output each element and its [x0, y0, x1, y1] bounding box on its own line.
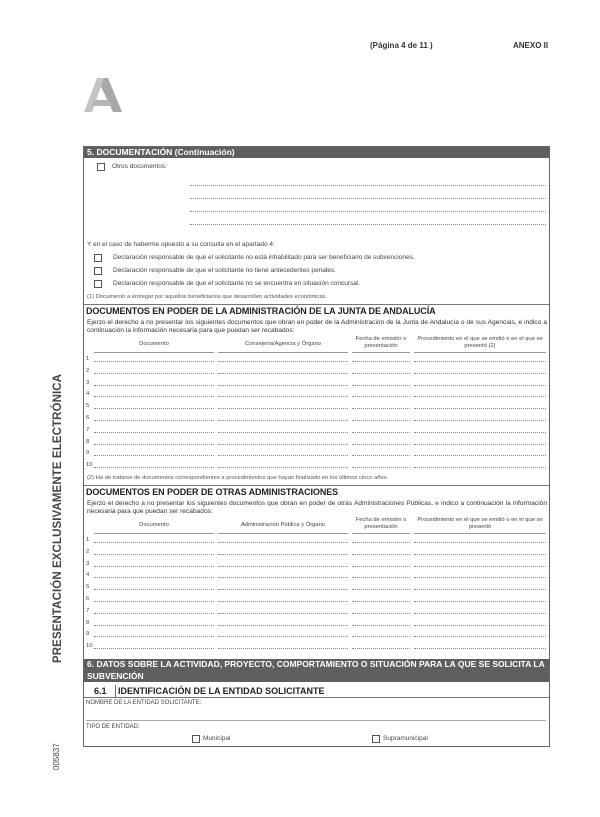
junta-cell-fecha[interactable]	[352, 420, 410, 421]
otras-cell-fecha[interactable]	[352, 625, 410, 626]
municipal-label: Municipal	[203, 735, 231, 742]
otras-cell-fecha[interactable]	[352, 636, 410, 637]
otras-cell-procedimiento[interactable]	[414, 636, 546, 637]
otras-cell-documento[interactable]	[94, 554, 214, 555]
junta-cell-procedimiento[interactable]	[414, 385, 546, 386]
otras-cell-documento[interactable]	[94, 648, 214, 649]
junta-intro: Ejerzo el derecho a no presentar los siguientes documentos que obran en poder de la Administración de la Junta de Andalucía o de sus Agencias, e indico a continuación la información necesaria para que puedan ser recabados:	[87, 319, 547, 334]
footnote-2: (2) Ha de tratarse de documentos correspondientes a procedimientos que hayan finalizado en los últimos cinco años.	[87, 475, 389, 481]
col-underline	[218, 533, 348, 534]
junta-col-documento: Documento	[139, 341, 169, 347]
col-underline	[414, 533, 546, 534]
page-info: (Página 4 de 11 )	[370, 41, 433, 50]
junta-cell-organo[interactable]	[218, 385, 348, 386]
otras-cell-procedimiento[interactable]	[414, 625, 546, 626]
supramunicipal-checkbox[interactable]	[372, 735, 380, 743]
form-frame	[83, 146, 550, 747]
other-docs-line-1[interactable]	[190, 185, 546, 186]
otras-cell-procedimiento[interactable]	[414, 648, 546, 649]
otras-cell-procedimiento[interactable]	[414, 566, 546, 567]
junta-cell-organo[interactable]	[218, 396, 348, 397]
junta-cell-organo[interactable]	[218, 373, 348, 374]
otras-cell-organo[interactable]	[218, 566, 348, 567]
junta-cell-organo[interactable]	[218, 408, 348, 409]
junta-cell-fecha[interactable]	[352, 455, 410, 456]
otras-cell-organo[interactable]	[218, 554, 348, 555]
otras-cell-organo[interactable]	[218, 601, 348, 602]
entity-type-label: TIPO DE ENTIDAD:	[86, 724, 140, 730]
otras-cell-documento[interactable]	[94, 636, 214, 637]
otras-cell-procedimiento[interactable]	[414, 554, 546, 555]
col-underline	[414, 352, 546, 353]
other-docs-checkbox[interactable]	[97, 163, 105, 171]
junta-cell-documento[interactable]	[94, 396, 214, 397]
otras-col-fecha: Fecha de emisión o presentación	[355, 517, 407, 530]
opposed-text: Y en el caso de haberme opuesto a su consulta en el apartado 4:	[87, 241, 275, 248]
junta-cell-procedimiento[interactable]	[414, 408, 546, 409]
junta-cell-organo[interactable]	[218, 467, 348, 468]
junta-row-number: 4	[86, 391, 90, 398]
otras-col-organo: Administración Pública y Órgano	[240, 522, 326, 528]
declaration-checkbox-1[interactable]	[94, 254, 102, 262]
section5-title: 5. DOCUMENTACIÓN (Continuación)	[84, 147, 549, 158]
junta-cell-documento[interactable]	[94, 420, 214, 421]
junta-cell-procedimiento[interactable]	[414, 455, 546, 456]
junta-cell-procedimiento[interactable]	[414, 373, 546, 374]
otras-cell-procedimiento[interactable]	[414, 613, 546, 614]
junta-col-fecha: Fecha de emisión o presentación	[355, 336, 407, 349]
otras-row-number: 2	[86, 548, 90, 555]
col-underline	[352, 533, 410, 534]
junta-cell-documento[interactable]	[94, 385, 214, 386]
otras-row-number: 9	[86, 631, 90, 638]
otras-col-documento: Documento	[139, 522, 169, 528]
otras-cell-fecha[interactable]	[352, 566, 410, 567]
declaration-checkbox-2[interactable]	[94, 267, 102, 275]
otras-cell-fecha[interactable]	[352, 542, 410, 543]
otras-row-number: 3	[86, 560, 90, 567]
junta-cell-fecha[interactable]	[352, 408, 410, 409]
otras-cell-organo[interactable]	[218, 577, 348, 578]
junta-logo-icon	[84, 78, 122, 112]
otras-cell-fecha[interactable]	[352, 613, 410, 614]
subsection-6-1	[84, 685, 549, 697]
otras-cell-documento[interactable]	[94, 577, 214, 578]
otras-row-number: 7	[86, 607, 90, 614]
otras-cell-organo[interactable]	[218, 589, 348, 590]
other-docs-line-3[interactable]	[190, 211, 546, 212]
junta-cell-organo[interactable]	[218, 420, 348, 421]
junta-cell-fecha[interactable]	[352, 444, 410, 445]
otras-row-number: 10	[86, 643, 93, 650]
otras-cell-documento[interactable]	[94, 542, 214, 543]
junta-cell-fecha[interactable]	[352, 396, 410, 397]
otras-cell-fecha[interactable]	[352, 577, 410, 578]
junta-cell-fecha[interactable]	[352, 432, 410, 433]
otras-cell-procedimiento[interactable]	[414, 577, 546, 578]
otras-cell-procedimiento[interactable]	[414, 589, 546, 590]
otras-cell-fecha[interactable]	[352, 648, 410, 649]
subsection-title: IDENTIFICACIÓN DE LA ENTIDAD SOLICITANTE	[115, 685, 325, 697]
junta-cell-procedimiento[interactable]	[414, 444, 546, 445]
otras-cell-documento[interactable]	[94, 601, 214, 602]
other-docs-line-4[interactable]	[190, 224, 546, 225]
junta-row-number: 5	[86, 403, 90, 410]
form-code: 005837	[52, 743, 61, 770]
junta-cell-documento[interactable]	[94, 373, 214, 374]
otras-cell-organo[interactable]	[218, 625, 348, 626]
vertical-title: PRESENTACIÓN EXCLUSIVAMENTE ELECTRÓNICA	[52, 373, 64, 663]
otras-cell-fecha[interactable]	[352, 601, 410, 602]
divider	[84, 485, 549, 486]
otras-intro: Ejerzo el derecho a no presentar los siguientes documentos que obran en poder de otras Administraciones Públicas, e indico a continuación la información necesaria para que puedan ser recabados:	[87, 500, 547, 515]
entity-name-label: NOMBRE DE LA ENTIDAD SOLICITANTE:	[86, 700, 202, 706]
other-docs-line-2[interactable]	[190, 198, 546, 199]
junta-row-number: 3	[86, 379, 90, 386]
otras-cell-organo[interactable]	[218, 613, 348, 614]
otras-cell-documento[interactable]	[94, 589, 214, 590]
junta-row-number: 1	[86, 356, 90, 362]
other-docs-label: Otros documentos:	[112, 163, 167, 170]
otras-cell-documento[interactable]	[94, 625, 214, 626]
junta-cell-procedimiento[interactable]	[414, 361, 546, 362]
junta-cell-fecha[interactable]	[352, 361, 410, 362]
otras-cell-documento[interactable]	[94, 613, 214, 614]
junta-cell-documento[interactable]	[94, 455, 214, 456]
junta-cell-fecha[interactable]	[352, 385, 410, 386]
otras-row-number: 5	[86, 584, 90, 591]
otras-cell-procedimiento[interactable]	[414, 542, 546, 543]
junta-cell-organo[interactable]	[218, 432, 348, 433]
declaration-label-1: Declaración responsable de que el solicitante no está inhabilitado para ser beneficiario de subvenciones.	[113, 254, 415, 261]
junta-title: DOCUMENTOS EN PODER DE LA ADMINISTRACIÓN DE LA JUNTA DE ANDALUCÍA	[86, 306, 436, 316]
junta-cell-procedimiento[interactable]	[414, 420, 546, 421]
junta-cell-fecha[interactable]	[352, 467, 410, 468]
junta-cell-documento[interactable]	[94, 408, 214, 409]
junta-row-number: 6	[86, 415, 90, 421]
col-underline	[94, 533, 214, 534]
otras-row-number: 6	[86, 596, 90, 602]
municipal-checkbox[interactable]	[192, 735, 200, 743]
junta-col-procedimiento: Procedimiento en el que se emitió o en el que se presentó (2)	[417, 336, 543, 349]
otras-cell-fecha[interactable]	[352, 589, 410, 590]
divider	[84, 304, 549, 305]
col-underline	[218, 352, 348, 353]
junta-cell-organo[interactable]	[218, 444, 348, 445]
junta-row-number: 2	[86, 367, 90, 374]
otras-col-procedimiento: Procedimiento en el que se emitió o en el que se presentó	[417, 517, 543, 530]
junta-cell-procedimiento[interactable]	[414, 467, 546, 468]
junta-cell-procedimiento[interactable]	[414, 432, 546, 433]
otras-cell-organo[interactable]	[218, 542, 348, 543]
junta-cell-organo[interactable]	[218, 361, 348, 362]
junta-col-organo: Consejería/Agencia y Órgano	[244, 341, 322, 347]
otras-row-number: 1	[86, 537, 90, 543]
junta-cell-organo[interactable]	[218, 455, 348, 456]
col-underline	[352, 352, 410, 353]
otras-row-number: 8	[86, 619, 90, 626]
declaration-checkbox-3[interactable]	[94, 280, 102, 288]
col-underline	[94, 352, 214, 353]
junta-cell-documento[interactable]	[94, 444, 214, 445]
junta-row-number: 9	[86, 450, 90, 457]
junta-cell-documento[interactable]	[94, 361, 214, 362]
footnote-1: (1) Documento a entregar por aquellos beneficiarios que desarrollen actividades económicas.	[87, 294, 328, 300]
otras-cell-organo[interactable]	[218, 648, 348, 649]
divider	[84, 697, 549, 698]
subsection-number: 6.1	[94, 686, 107, 696]
annex-label: ANEXO II	[513, 41, 549, 50]
otras-cell-procedimiento[interactable]	[414, 601, 546, 602]
declaration-label-2: Declaración responsable de que el solicitante no tiene antecedentes penales.	[113, 267, 336, 274]
otras-title: DOCUMENTOS EN PODER DE OTRAS ADMINISTRACIONES	[86, 487, 339, 497]
otras-row-number: 4	[86, 572, 90, 579]
otras-cell-documento[interactable]	[94, 566, 214, 567]
otras-cell-fecha[interactable]	[352, 554, 410, 555]
supramunicipal-label: Supramunicipal	[383, 735, 428, 742]
section6-title: 6. DATOS SOBRE LA ACTIVIDAD, PROYECTO, COMPORTAMIENTO O SITUACIÓN PARA LA QUE SE SOLICITA LA SUBVENCIÓN	[84, 659, 549, 682]
junta-row-number: 7	[86, 426, 90, 433]
junta-cell-documento[interactable]	[94, 467, 214, 468]
otras-cell-organo[interactable]	[218, 636, 348, 637]
declaration-label-3: Declaración responsable de que el solicitante no se encuentra en situación concursal.	[113, 280, 361, 287]
entity-name-input[interactable]	[86, 720, 546, 721]
junta-cell-documento[interactable]	[94, 432, 214, 433]
junta-row-number: 8	[86, 438, 90, 445]
junta-cell-fecha[interactable]	[352, 373, 410, 374]
junta-cell-procedimiento[interactable]	[414, 396, 546, 397]
junta-row-number: 10	[86, 462, 93, 469]
